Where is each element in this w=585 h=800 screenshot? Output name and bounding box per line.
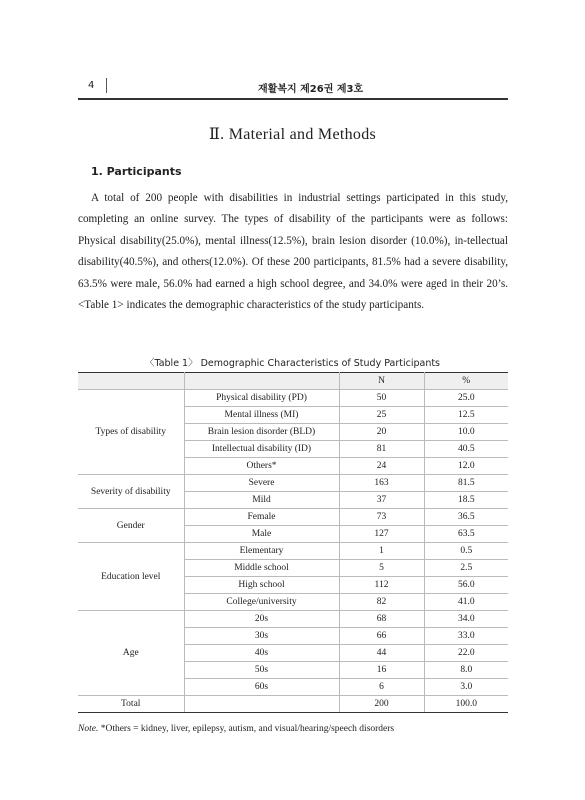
n-cell: 24	[339, 458, 424, 475]
n-cell: 81	[339, 441, 424, 458]
table-body	[78, 373, 508, 713]
subcategory-cell: Brain lesion disorder (BLD)	[184, 424, 339, 441]
subcategory-cell: Intellectual disability (ID)	[184, 441, 339, 458]
section-title: Ⅱ. Material and Methods	[208, 126, 377, 143]
subcategory-cell: Male	[184, 526, 339, 543]
subcategory-cell: Mild	[184, 492, 339, 509]
subsection-title: 1. Participants	[91, 165, 182, 178]
table-row	[78, 543, 508, 560]
pct-cell: 0.5	[424, 543, 508, 560]
pct-cell: 63.5	[424, 526, 508, 543]
category-cell: Education level	[78, 543, 184, 611]
n-cell: 112	[339, 577, 424, 594]
header-cell-empty	[184, 373, 339, 390]
subcategory-cell: Elementary	[184, 543, 339, 560]
table-note	[78, 724, 508, 734]
total-empty-cell	[184, 696, 339, 713]
journal-title: 재활복지 제26권 제3호	[258, 84, 364, 95]
subcategory-cell: 50s	[184, 662, 339, 679]
running-header	[78, 80, 508, 96]
n-cell: 163	[339, 475, 424, 492]
pct-cell: 12.5	[424, 407, 508, 424]
n-cell: 20	[339, 424, 424, 441]
table-header-row	[78, 373, 508, 390]
n-cell: 82	[339, 594, 424, 611]
category-cell: Severity of disability	[78, 475, 184, 509]
pct-cell: 41.0	[424, 594, 508, 611]
pct-cell: 34.0	[424, 611, 508, 628]
n-cell: 25	[339, 407, 424, 424]
n-cell: 50	[339, 390, 424, 407]
subcategory-cell: 60s	[184, 679, 339, 696]
table-row	[78, 390, 508, 407]
header-cell-pct: %	[424, 373, 508, 390]
n-cell: 44	[339, 645, 424, 662]
subcategory-cell: Severe	[184, 475, 339, 492]
n-cell: 66	[339, 628, 424, 645]
header-divider	[106, 78, 107, 93]
category-cell: Gender	[78, 509, 184, 543]
pct-cell: 81.5	[424, 475, 508, 492]
pct-cell: 12.0	[424, 458, 508, 475]
total-row	[78, 696, 508, 713]
demographics-table	[78, 372, 508, 713]
header-rule	[78, 98, 508, 100]
pct-cell: 2.5	[424, 560, 508, 577]
table-row	[78, 509, 508, 526]
body-paragraph: A total of 200 people with disabilities in industrial settings participated in this study, completing an online survey. The types of disability of the participants were as follows: Physical disability(25.0%), mental illness(12.5%), brain lesion disorder (10.0%), in-tellectual disability(40.5%), and others(12.0%). Of these 200 participants, 81.5% had a severe disability, 63.5% were male, 56.0% had earned a high school degree, and 34.0% were aged in their 20’s. <Table 1> indicates the demographic characteristics of the study participants.	[78, 192, 508, 312]
total-pct-cell: 100.0	[424, 696, 508, 713]
subcategory-cell: Female	[184, 509, 339, 526]
table-caption: 〈Table 1〉 Demographic Characteristics of Study Participants	[144, 358, 441, 369]
subcategory-cell: High school	[184, 577, 339, 594]
n-cell: 5	[339, 560, 424, 577]
pct-cell: 22.0	[424, 645, 508, 662]
pct-cell: 8.0	[424, 662, 508, 679]
subcategory-cell: Mental illness (MI)	[184, 407, 339, 424]
total-n-cell: 200	[339, 696, 424, 713]
pct-cell: 25.0	[424, 390, 508, 407]
n-cell: 1	[339, 543, 424, 560]
n-cell: 16	[339, 662, 424, 679]
pct-cell: 56.0	[424, 577, 508, 594]
pct-cell: 33.0	[424, 628, 508, 645]
table-row	[78, 611, 508, 628]
subcategory-cell: 30s	[184, 628, 339, 645]
subcategory-cell: Physical disability (PD)	[184, 390, 339, 407]
pct-cell: 10.0	[424, 424, 508, 441]
header-cell-empty	[78, 373, 184, 390]
subcategory-cell: Middle school	[184, 560, 339, 577]
note-text: *Others = kidney, liver, epilepsy, autism, and visual/hearing/speech disorders	[98, 724, 395, 734]
pct-cell: 36.5	[424, 509, 508, 526]
category-cell: Age	[78, 611, 184, 696]
subcategory-cell: 40s	[184, 645, 339, 662]
subcategory-cell: 20s	[184, 611, 339, 628]
note-prefix: Note.	[78, 724, 99, 734]
n-cell: 127	[339, 526, 424, 543]
subcategory-cell: College/university	[184, 594, 339, 611]
category-cell: Types of disability	[78, 390, 184, 475]
pct-cell: 18.5	[424, 492, 508, 509]
n-cell: 37	[339, 492, 424, 509]
n-cell: 68	[339, 611, 424, 628]
header-cell-n: N	[339, 373, 424, 390]
pct-cell: 40.5	[424, 441, 508, 458]
n-cell: 73	[339, 509, 424, 526]
total-label-cell: Total	[78, 696, 184, 713]
table-row	[78, 475, 508, 492]
n-cell: 6	[339, 679, 424, 696]
pct-cell: 3.0	[424, 679, 508, 696]
page-number: 4	[88, 80, 95, 91]
subcategory-cell: Others*	[184, 458, 339, 475]
